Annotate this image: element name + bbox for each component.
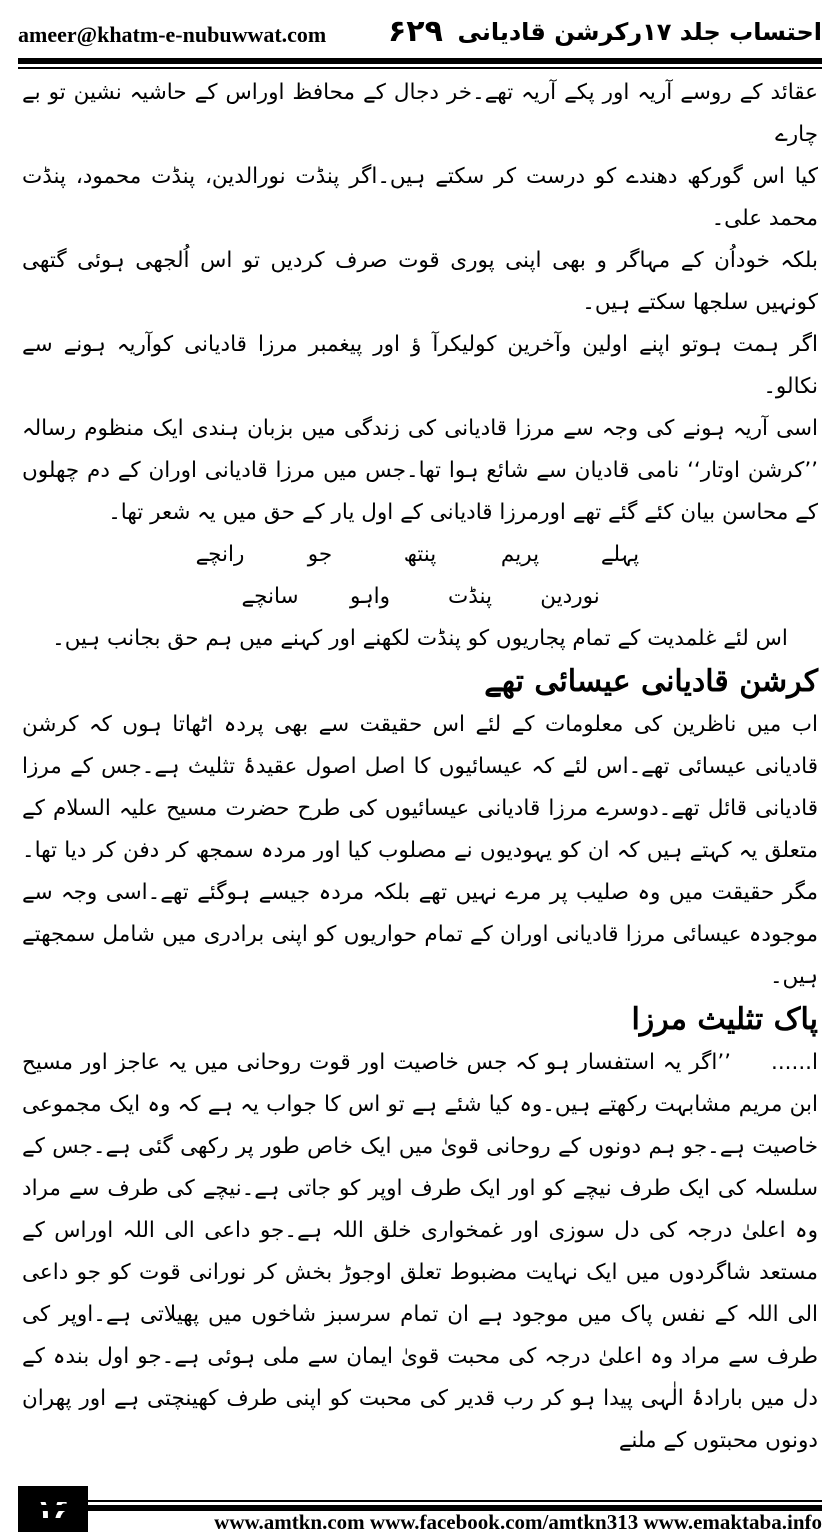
paragraph: بلکہ خوداُن کے مہاگر و بھی اپنی پوری قوت صرف کردیں تو اس اُلجھی ہوئی گتھی کونہیں سلجھا سکتے ہیں۔ xyxy=(22,248,818,315)
footer-links: www.amtkn.com www.facebook.com/amtkn313 www.emaktaba.info xyxy=(214,1510,822,1534)
header-title: احتساب جلد ۱۷رکرشن قادیانی xyxy=(457,18,822,46)
footer-rule-thin xyxy=(18,1500,822,1502)
paragraph: اسی آریہ ہونے کی وجہ سے مرزا قادیانی کی زندگی میں بزبان ہندی ایک منظوم رسالہ ’’کرشن اوتار‘‘ نامی قادیان سے شائع ہوا تھا۔جس میں مرزا قادیانی اوران کے دم چھلوں کے محاسن بیان کئے گئے تھے اورمرزا قادیانی کے اول یار کے حق میں یہ شعر تھا۔ xyxy=(22,416,818,525)
quote-paragraph xyxy=(22,1042,818,1462)
verse-word: پہلے xyxy=(600,542,640,567)
verse-line-1 xyxy=(22,534,818,576)
paragraph: اب میں ناظرین کی معلومات کے لئے اس حقیقت سے بھی پردہ اٹھاتا ہوں کہ کرشن قادیانی عیسائی تھے۔اس لئے کہ عیسائیوں کا اصل اصول عقیدۂ تثلیث ہے۔جس کے مرزا قادیانی قائل تھے۔دوسرے مرزا قادیانی عیسائیوں کی طرح حضرت مسیح علیہ السلام کے متعلق یہ کہتے ہیں کہ ان کو یہودیوں نے مصلوب کیا اور مردہ سمجھ کر دفن کر دیا تھا۔مگر حقیقت میں وہ صلیب پر مرے نہیں تھے بلکہ مردہ جیسے ہوگئے تھے۔اسی وجہ سے موجودہ عیسائی مرزا قادیانی اوران کے تمام حواریوں کو اپنی برادری میں شامل سمجھتے ہیں۔ xyxy=(22,712,818,989)
page-header xyxy=(18,14,822,60)
paragraph: اگر ہمت ہوتو اپنے اولین وآخرین کولیکرآ ؤ اور پیغمبر مرزا قادیانی کوآریہ ہونے سے نکالو۔ xyxy=(22,332,818,399)
verse-word: پنڈت xyxy=(448,584,492,609)
verse-line-2 xyxy=(22,576,818,618)
header-page-number: ۶۲۹ xyxy=(388,14,443,49)
paragraph: کیا اس گورکھ دھندے کو درست کر سکتے ہیں۔اگر پنڈت نورالدین، پنڈت محمود، پنڈت محمد علی۔ xyxy=(22,164,818,231)
verse-word: پنتھ xyxy=(403,542,437,567)
verse-word: واہو xyxy=(349,584,391,609)
header-rule xyxy=(18,58,822,64)
verse-word: نوردین xyxy=(540,584,600,609)
verse-word: پریم xyxy=(500,542,540,567)
body-text xyxy=(22,72,818,1462)
verse-word: سانچے xyxy=(241,584,299,609)
quote-text: ’’اگر یہ استفسار ہو کہ جس خاصیت اور قوت روحانی میں یہ عاجز اور مسیح ابن مریم مشابہت رکھتے ہیں۔وہ کیا شئے ہے تو اس کا جواب یہ ہے کہ وہ ایک مجموعی خاصیت ہے۔جو ہم دونوں کے روحانی قویٰ میں ایک خاص طور پر رکھی گئی ہے۔جس کے سلسلہ کی ایک طرف نیچے کو اور ایک طرف اوپر کو جاتی ہے۔نیچے کی طرف سے مراد وہ اعلیٰ درجہ کی دل سوزی اور غمخواری خلق اللہ ہے۔جو داعی الی اللہ اوراس کے مستعد شاگردوں میں ایک نہایت مضبوط تعلق اوجوڑ بخش کر نورانی قوت کو جو داعی الی اللہ کے نفس پاک میں موجود ہے ان تمام سرسبز شاخوں میں پھیلاتی ہے۔اوپر کی طرف سے مراد وہ اعلیٰ درجہ کی محبت قویٰ ایمان سے ملی ہوئی ہے۔جو اول بندہ کے دل میں بارادۂ الٰہی پیدا ہو کر رب قدیر کی محبت کو اپنی طرف کھینچتی ہے اور پھران دونوں محبتوں کے ملنے xyxy=(22,1050,818,1453)
header-email: ameer@khatm-e-nubuwwat.com xyxy=(18,22,327,47)
verse-word: رانچے xyxy=(195,542,245,567)
verse-word: جو xyxy=(307,542,333,567)
section-heading: پاک تثلیث مرزا xyxy=(631,1002,818,1037)
paragraph: اس لئے غلمدیت کے تمام پجاریوں کو پنڈت لکھنے اور کہنے میں ہم حق بجانب ہیں۔ xyxy=(52,626,788,651)
paragraph: عقائد کے روسے آریہ اور پکے آریہ تھے۔خر دجال کے محافظ اوراس کے حاشیہ نشین تو بے چارے xyxy=(22,80,818,147)
footnote-marker: ا...... xyxy=(771,1050,818,1075)
section-heading: کرشن قادیانی عیسائی تھے xyxy=(484,664,818,699)
header-rule-thin xyxy=(18,67,822,69)
